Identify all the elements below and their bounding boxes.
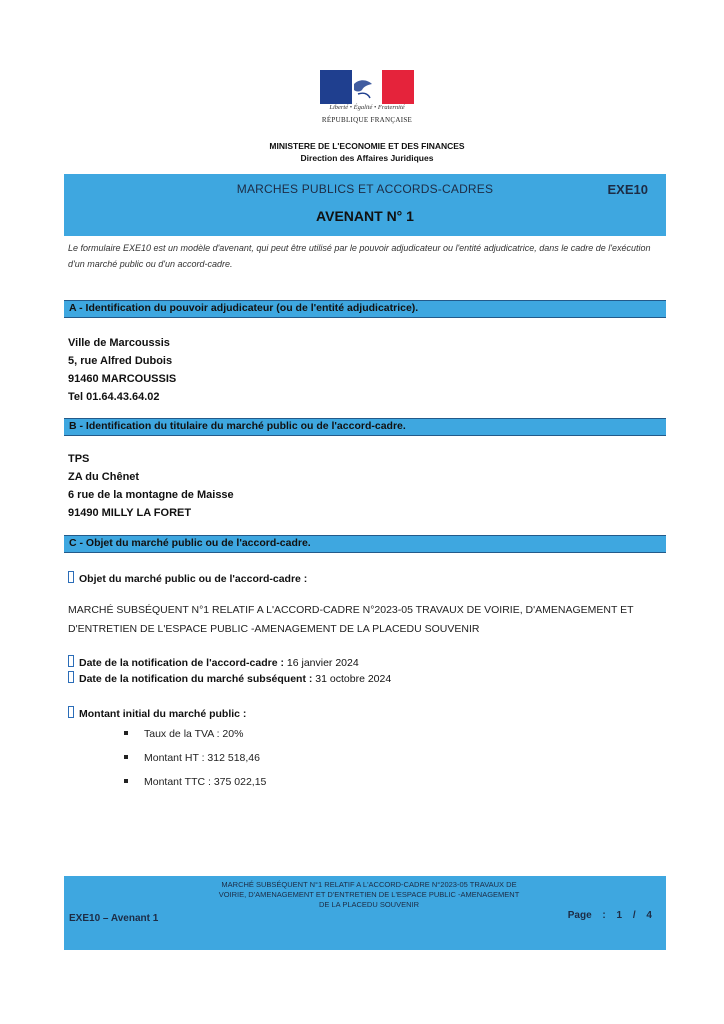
ministry-direction: Direction des Affaires Juridiques <box>300 153 434 163</box>
address-line: 91460 MARCOUSSIS <box>68 373 177 385</box>
footer-form-ref: EXE10 – Avenant 1 <box>69 913 159 924</box>
form-header-band <box>64 174 666 236</box>
objet-label: Objet du marché public ou de l'accord-cadre : <box>68 571 307 585</box>
section-c-header <box>64 535 666 553</box>
form-subtitle: MARCHES PUBLICS ET ACCORDS-CADRES <box>236 182 494 196</box>
republic-motto: Liberté • Égalité • Fraternité <box>329 104 405 111</box>
bullet-dot-icon <box>124 755 128 759</box>
section-a-header <box>64 300 666 318</box>
address-line: 5, rue Alfred Dubois <box>68 355 173 367</box>
intro-paragraph: Le formulaire EXE10 est un modèle d'avenant, qui peut être utilisé par le pouvoir adjudicateur ou l'entité adjudicatrice, dans le cadre de l'exécution d'un marché public ou d'un accord-cadre. <box>68 243 651 269</box>
form-code: EXE10 <box>607 182 648 197</box>
page-number: Page : 1 / 4 <box>567 910 652 921</box>
objet-description <box>68 601 668 639</box>
checkbox-bullet-icon <box>68 571 74 583</box>
marianne-profile-icon <box>352 70 382 104</box>
footer-description: MARCHÉ SUBSÉQUENT N°1 RELATIF A L'ACCORD-CADRE N°2023-05 TRAVAUX DE VOIRIE, D'AMENAGEMENT ET D'ENTRETIEN DE L'ESPACE PUBLIC -AMENAGEMENT DE LA PLACEDU SOUVENIR <box>218 880 520 909</box>
checkbox-bullet-icon <box>68 706 74 718</box>
montant-ttc: Montant TTC : 375 022,15 <box>124 776 266 788</box>
notification-accord-cadre-date: 16 janvier 2024 <box>286 657 359 669</box>
montant-ht: Montant HT : 312 518,46 <box>124 752 260 764</box>
section-b-title: B - Identification du titulaire du marché public ou de l'accord-cadre. <box>69 420 406 432</box>
republique-francaise-logo <box>320 70 414 104</box>
notification-accord-cadre: Date de la notification de l'accord-cadre : 16 janvier 2024 <box>68 655 359 669</box>
holder-address <box>68 450 234 522</box>
objet-line: D'ENTRETIEN DE L'ESPACE PUBLIC -AMENAGEMENT DE LA PLACEDU SOUVENIR <box>68 623 480 635</box>
ministry-name: MINISTERE DE L'ECONOMIE ET DES FINANCES <box>269 141 465 151</box>
bullet-dot-icon <box>124 731 128 735</box>
notification-marche-subsequent-date: 31 octobre 2024 <box>315 673 392 685</box>
address-line: ZA du Chênet <box>68 471 140 483</box>
section-b-header <box>64 418 666 436</box>
checkbox-bullet-icon <box>68 655 74 667</box>
checkbox-bullet-icon <box>68 671 74 683</box>
montant-tva: Taux de la TVA : 20% <box>124 728 243 740</box>
address-line: 6 rue de la montagne de Maisse <box>68 489 234 501</box>
form-title: AVENANT N° 1 <box>316 208 414 224</box>
address-line: 91490 MILLY LA FORET <box>68 507 192 519</box>
address-line: TPS <box>68 453 90 465</box>
section-c-title: C - Objet du marché public ou de l'accord-cadre. <box>69 537 311 549</box>
address-line: Tel 01.64.43.64.02 <box>68 391 160 403</box>
objet-line: MARCHÉ SUBSÉQUENT N°1 RELATIF A L'ACCORD-CADRE N°2023-05 TRAVAUX DE VOIRIE, D'AMENAGEMENT ET <box>68 604 634 616</box>
section-a-title: A - Identification du pouvoir adjudicateur (ou de l'entité adjudicatrice). <box>69 302 419 314</box>
montant-label: Montant initial du marché public : <box>68 706 246 720</box>
flag-blue-stripe <box>320 70 352 104</box>
ministry-heading <box>180 140 554 164</box>
bullet-dot-icon <box>124 779 128 783</box>
notification-marche-subsequent: Date de la notification du marché subséquent : 31 octobre 2024 <box>68 671 391 685</box>
buyer-address <box>68 334 176 406</box>
flag-red-stripe <box>382 70 414 104</box>
republic-name: RÉPUBLIQUE FRANÇAISE <box>321 116 413 124</box>
address-line: Ville de Marcoussis <box>68 337 170 349</box>
page-footer <box>64 876 666 950</box>
